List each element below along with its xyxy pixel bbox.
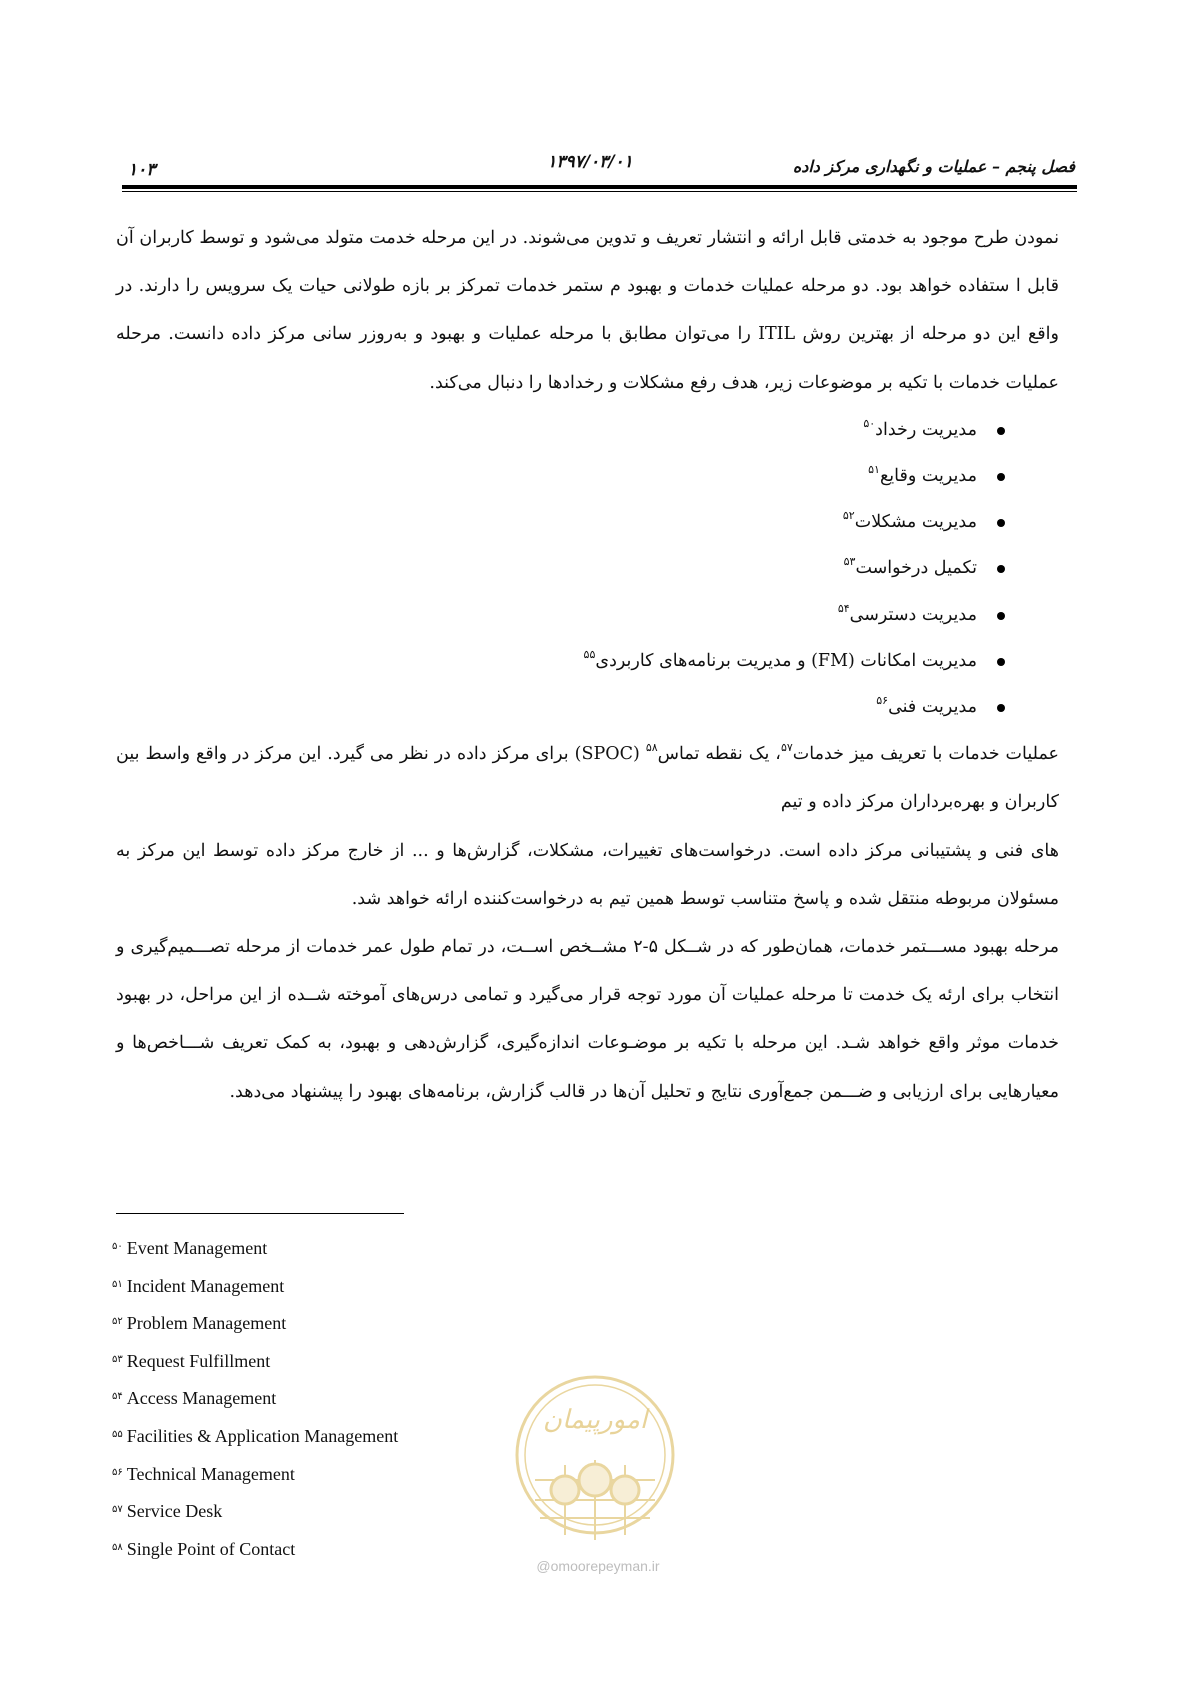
footnote: $^{۵۳}$ Request Fulfillment [112,1350,271,1371]
footnote: $^{۵۷}$ Service Desk [112,1501,223,1522]
list-item: مدیریت دسترسی$^{۵۴}$ [116,592,1011,638]
list-item: مدیریت وقایع$^{۵۱}$ [116,453,1011,499]
list-item: مدیریت رخداد$^{۵۰}$ [116,407,1011,453]
chapter-title: فصل پنجم – عملیات و نگهداری مرکز داده [792,157,1075,176]
paragraph-intro: نمودن طرح موجود به خدمتی قابل ارائه و انتشار تعریف و تدوین می‌شوند. در این مرحله خدمت متولد می‌شود و توسط کاربران آن قابل ا ستفاده خواهد بود. دو مرحله عملیات خدمات و بهبود م ستمر خدمات تمرکز بر بازه طولانی حیات یک سرویس را دارند. در واقع این دو مرحله از بهترین روش ITIL را می‌توان مطابق با مرحله عملیات و بهبود و به‌روزر سانی مرکز داده دانست. مرحله عملیات خدمات با تکیه بر موضوعات زیر، هدف رفع مشکلات و رخدادها را دنبال می‌کند. [116,228,1059,393]
list-item: مدیریت فنی$^{۵۶}$ [116,684,1011,730]
footnote: $^{۵۲}$ Problem Management [112,1313,287,1334]
watermark-url: @omoorepeyman.ir [536,1558,660,1574]
footnote: $^{۵۰}$ Event Management [112,1238,268,1258]
watermark-logo [510,1360,680,1560]
list-item: مدیریت امکانات (FM) و مدیریت برنامه‌های کاربردی$^{۵۵}$ [116,638,1011,684]
svg-text:امورپیمان: امورپیمان [542,1405,648,1435]
header-rule-thin [122,191,1077,192]
footnote-rule [116,1213,404,1214]
header-rule-thick [122,185,1077,189]
footnote: $^{۵۶}$ Technical Management [112,1463,295,1484]
body-text [116,214,1059,1116]
footnotes [112,1228,572,1566]
footnote: $^{۵۴}$ Access Management [112,1388,277,1409]
topics-list [116,407,1059,730]
paragraph-service-desk: عملیات خدمات با تعریف میز خدمات$^{۵۷}$، یک نقطه تماس$^{۵۸}$ (SPOC) برای مرکز داده در نظر می گیرد. این مرکز در واقع واسط بین کاربران و بهره‌برداران مرکز داده و تیم [116,741,1060,813]
paragraph-support: های فنی و پشتیبانی مرکز داده است. درخواست‌های تغییرات، مشکلات، گزارش‌ها و ... از خارج مرکز داده توسط این مرکز به مسئولان مربوطه منتقل شده و پاسخ متناسب توسط همین تیم به درخواست‌کننده ارائه خواهد شد. [116,840,1059,909]
footnote: $^{۵۱}$ Incident Management [112,1275,285,1296]
footnote: $^{۵۸}$ Single Point of Contact [112,1538,296,1559]
footnote: $^{۵۵}$ Facilities & Application Management [112,1425,399,1446]
list-item: مدیریت مشکلات$^{۵۲}$ [116,499,1011,545]
page-number: ۱۰۳ [128,160,156,180]
list-item: تکمیل درخواست$^{۵۳}$ [116,545,1011,591]
paragraph-improvement: مرحله بهبود مســـتمر خدمات، همان‌طور که در شــکل ۵-۲ مشــخص اســت، در تمام طول عمر خدمات از مرحله تصـــمیم‌گیری و انتخاب برای ارئه یک خدمت تا مرحله عملیات آن مورد توجه قرار می‌گیرد و تمامی درس‌های آموخته شــده از این مراحل، در بهبود خدمات موثر واقع خواهد شـد. این مرحله با تکیه بر موضـوعات اندازه‌گیری، گزارش‌دهی و بهبود، به کمک تعریف شـــاخص‌ها و معیارهایی برای ارزیابی و ضـــمن جمع‌آوری نتایج و تحلیل آن‌ها در قالب گزارش، برنامه‌های بهبود را پیشنهاد می‌دهد. [116,936,1059,1102]
header-date: ۱۳۹۷/۰۳/۰۱ [547,152,633,172]
